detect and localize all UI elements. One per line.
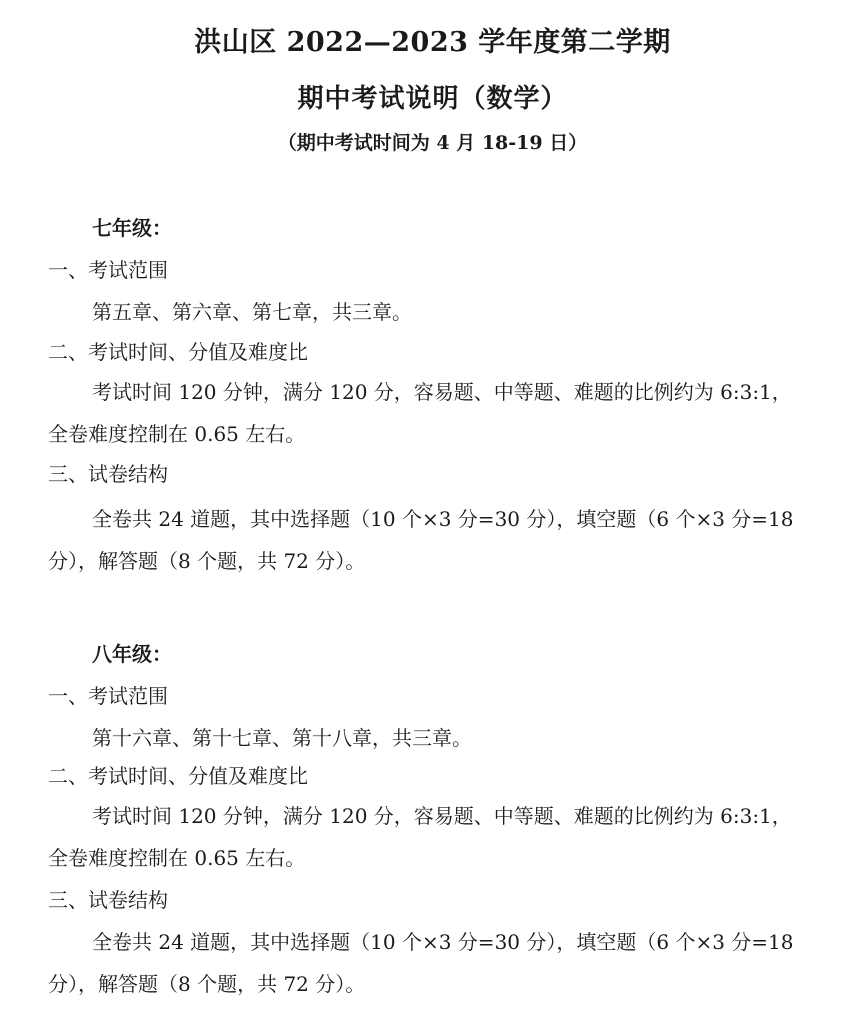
grade-7-heading: 七年级：: [92, 216, 172, 240]
grade-8-scope-text: 第十六章、第十七章、第十八章，共三章。: [92, 726, 472, 750]
grade-7-time-text-line1: 考试时间 120 分钟，满分 120 分，容易题、中等题、难题的比例约为 6:3:1，: [92, 380, 792, 404]
grade-8-time-text-line1: 考试时间 120 分钟，满分 120 分，容易题、中等题、难题的比例约为 6:3:1，: [92, 804, 792, 828]
document-subtitle: 期中考试说明（数学）: [297, 84, 568, 114]
grade-7-scope-heading: 一、考试范围: [48, 258, 168, 282]
grade-7-scope-text: 第五章、第六章、第七章，共三章。: [92, 300, 412, 324]
document-title: 洪山区 2022—2023 学年度第二学期: [194, 27, 671, 58]
grade-8-heading: 八年级：: [92, 642, 172, 666]
grade-7-time-heading: 二、考试时间、分值及难度比: [48, 340, 308, 364]
grade-8-time-heading: 二、考试时间、分值及难度比: [48, 764, 308, 788]
grade-7-structure-text-line1: 全卷共 24 道题，其中选择题（10 个×3 分=30 分），填空题（6 个×3 分=18: [92, 507, 794, 531]
grade-8-time-text-line2: 全卷难度控制在 0.65 左右。: [48, 846, 306, 870]
grade-8-structure-heading: 三、试卷结构: [48, 888, 168, 912]
grade-7-time-text-line2: 全卷难度控制在 0.65 左右。: [48, 422, 306, 446]
grade-8-structure-text-line1: 全卷共 24 道题，其中选择题（10 个×3 分=30 分），填空题（6 个×3 分=18: [92, 930, 794, 954]
grade-8-structure-text-line2: 分），解答题（8 个题，共 72 分）。: [48, 972, 366, 996]
grade-7-structure-heading: 三、试卷结构: [48, 462, 168, 486]
exam-date-note: （期中考试时间为 4 月 18-19 日）: [277, 132, 588, 154]
grade-7-structure-text-line2: 分），解答题（8 个题，共 72 分）。: [48, 549, 366, 573]
grade-8-scope-heading: 一、考试范围: [48, 684, 168, 708]
